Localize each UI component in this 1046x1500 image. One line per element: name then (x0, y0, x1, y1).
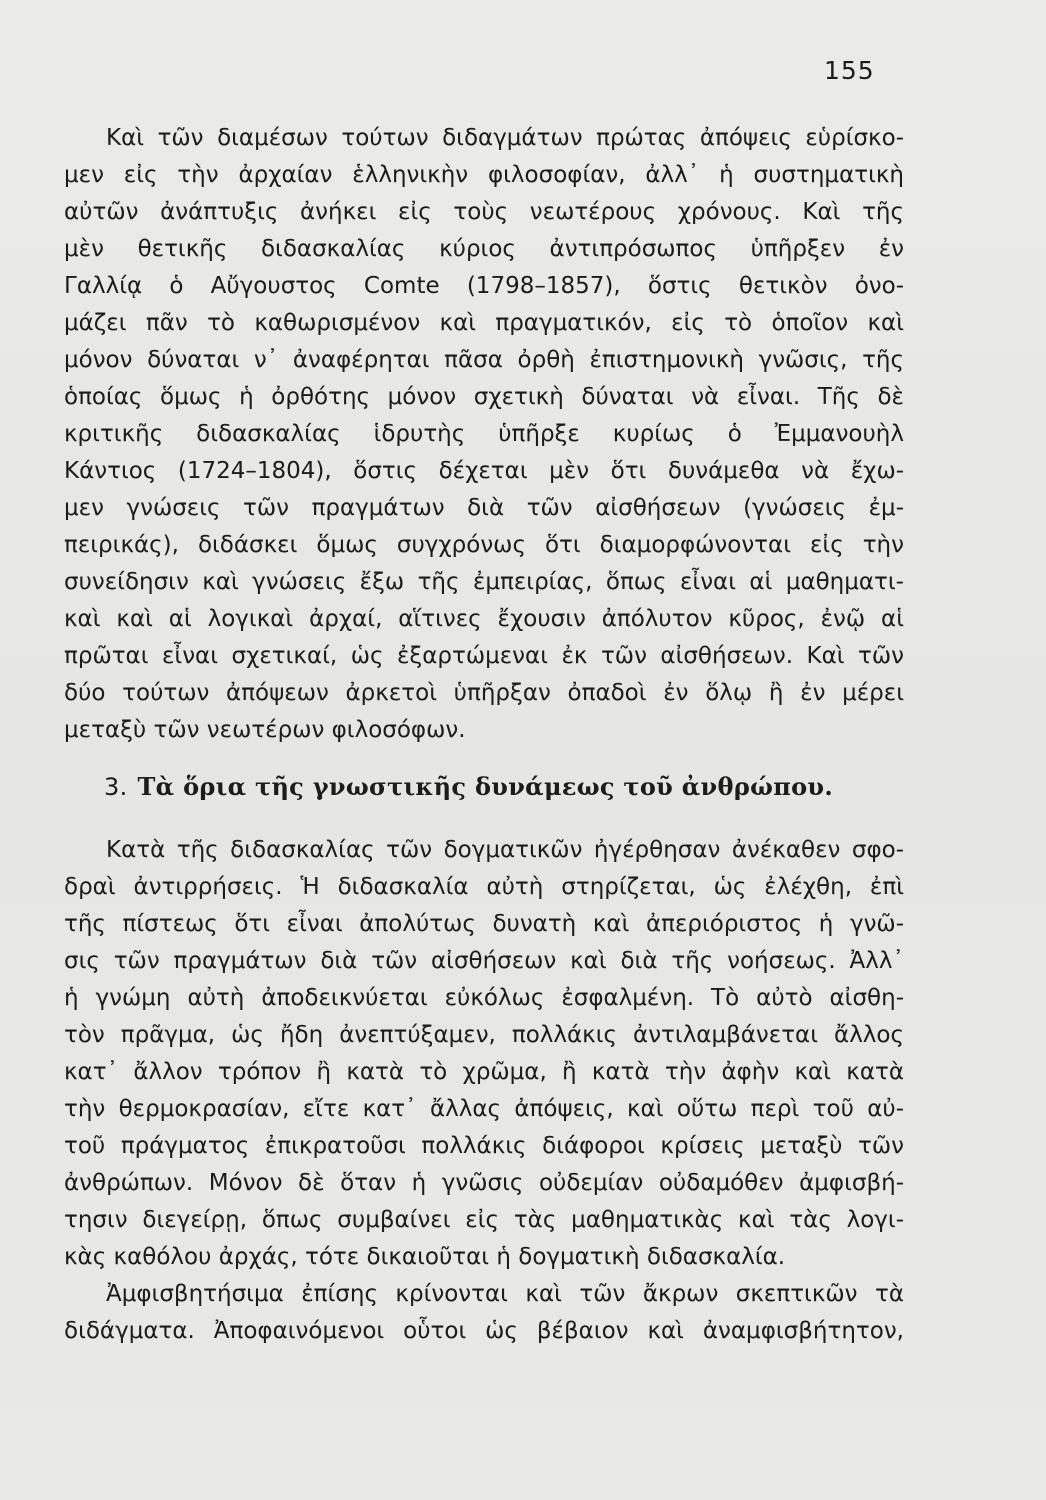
text-line: μὲν θετικῆς διδασκαλίας κύριος ἀντιπρόσωπος ὑπῆρξεν ἐν (64, 236, 904, 262)
section-heading (104, 772, 833, 801)
text-line: καὶ καὶ αἱ λογικαὶ ἀρχαί, αἵτινες ἔχουσιν ἀπόλυτον κῦρος, ἐνῷ αἱ (64, 606, 904, 632)
text-line: διδάγματα. Ἀποφαινόμενοι οὗτοι ὡς βέβαιον καὶ ἀναμφισβήτητον, (64, 1318, 904, 1344)
text-line: μόνον δύναται ν᾽ ἀναφέρηται πᾶσα ὀρθὴ ἐπιστημονικὴ γνῶσις, τῆς (64, 347, 904, 373)
text-line: Καὶ τῶν διαμέσων τούτων διδαγμάτων πρώτας ἀπόψεις εὑρίσκο- (106, 125, 904, 151)
text-line: δραὶ ἀντιρρήσεις. Ἡ διδασκαλία αὐτὴ στηρίζεται, ὡς ἐλέχθη, ἐπὶ (64, 874, 904, 900)
text-line: κατ᾽ ἄλλον τρόπον ἢ κατὰ τὸ χρῶμα, ἢ κατὰ τὴν ἀφὴν καὶ κατὰ (64, 1059, 904, 1085)
paragraph-2 (64, 832, 904, 1276)
text-line: πρῶται εἶναι σχετικαί, ὡς ἐξαρτώμεναι ἐκ τῶν αἰσθήσεων. Καὶ τῶν (64, 643, 904, 669)
text-line: αὐτῶν ἀνάπτυξις ἀνήκει εἰς τοὺς νεωτέρους χρόνους. Καὶ τῆς (64, 199, 904, 225)
text-line: ὁποίας ὅμως ἡ ὀρθότης μόνον σχετικὴ δύναται νὰ εἶναι. Τῆς δὲ (64, 384, 904, 410)
text-line: Ἀμφισβητήσιμα ἐπίσης κρίνονται καὶ τῶν ἄκρων σκεπτικῶν τὰ (106, 1281, 904, 1307)
text-line: μεν γνώσεις τῶν πραγμάτων διὰ τῶν αἰσθήσεων (γνώσεις ἐμ- (64, 495, 904, 521)
page-number: 155 (824, 56, 875, 85)
text-line: τὴν θερμοκρασίαν, εἴτε κατ᾽ ἄλλας ἀπόψεις, καὶ οὕτω περὶ τοῦ αὐ- (64, 1096, 904, 1122)
paragraph-1 (64, 120, 904, 749)
section-title: Τὰ ὅρια τῆς γνωστικῆς δυνάμεως τοῦ ἀνθρώπου. (137, 772, 834, 801)
text-line: Γαλλίᾳ ὁ Αὔγουστος Comte (1798–1857), ὅστις θετικὸν ὀνο- (64, 273, 904, 299)
text-line: τὸν πρᾶγμα, ὡς ἤδη ἀνεπτύξαμεν, πολλάκις ἀντιλαμβάνεται ἄλλος (64, 1022, 904, 1048)
text-line: μεν εἰς τὴν ἀρχαίαν ἑλληνικὴν φιλοσοφίαν, ἀλλ᾽ ἡ συστηματικὴ (64, 162, 904, 188)
text-line: Κάντιος (1724–1804), ὅστις δέχεται μὲν ὅτι δυνάμεθα νὰ ἔχω- (64, 458, 904, 484)
text-line: τοῦ πράγματος ἐπικρατοῦσι πολλάκις διάφοροι κρίσεις μεταξὺ τῶν (64, 1133, 904, 1159)
text-line: κριτικῆς διδασκαλίας ἱδρυτὴς ὑπῆρξε κυρίως ὁ Ἐμμανουὴλ (64, 421, 904, 447)
text-line: μεταξὺ τῶν νεωτέρων φιλοσόφων. (64, 717, 466, 743)
text-line: σις τῶν πραγμάτων διὰ τῶν αἰσθήσεων καὶ διὰ τῆς νοήσεως. Ἀλλ᾽ (64, 948, 904, 974)
section-number: 3. (104, 773, 128, 801)
text-line: τῆς πίστεως ὅτι εἶναι ἀπολύτως δυνατὴ καὶ ἀπεριόριστος ἡ γνῶ- (64, 911, 904, 937)
text-line: τησιν διεγείρῃ, ὅπως συμβαίνει εἰς τὰς μαθηματικὰς καὶ τὰς λογι- (64, 1207, 904, 1233)
text-line: κὰς καθόλου ἀρχάς, τότε δικαιοῦται ἡ δογματικὴ διδασκαλία. (64, 1244, 786, 1270)
text-line: Κατὰ τῆς διδασκαλίας τῶν δογματικῶν ἠγέρθησαν ἀνέκαθεν σφο- (106, 837, 904, 863)
paragraph-3 (64, 1276, 904, 1350)
text-line: ἡ γνώμη αὐτὴ ἀποδεικνύεται εὐκόλως ἐσφαλμένη. Τὸ αὐτὸ αἰσθη- (64, 985, 904, 1011)
text-line: μάζει πᾶν τὸ καθωρισμένον καὶ πραγματικόν, εἰς τὸ ὁποῖον καὶ (64, 310, 904, 336)
text-line: ἀνθρώπων. Μόνον δὲ ὅταν ἡ γνῶσις οὐδεμίαν οὐδαμόθεν ἀμφισβή- (64, 1170, 904, 1196)
text-line: συνείδησιν καὶ γνώσεις ἔξω τῆς ἐμπειρίας, ὅπως εἶναι αἱ μαθηματι- (64, 569, 904, 595)
text-line: δύο τούτων ἀπόψεων ἀρκετοὶ ὑπῆρξαν ὀπαδοὶ ἐν ὅλῳ ἢ ἐν μέρει (64, 680, 904, 706)
text-line: πειρικάς), διδάσκει ὅμως συγχρόνως ὅτι διαμορφώνονται εἰς τὴν (64, 532, 904, 558)
